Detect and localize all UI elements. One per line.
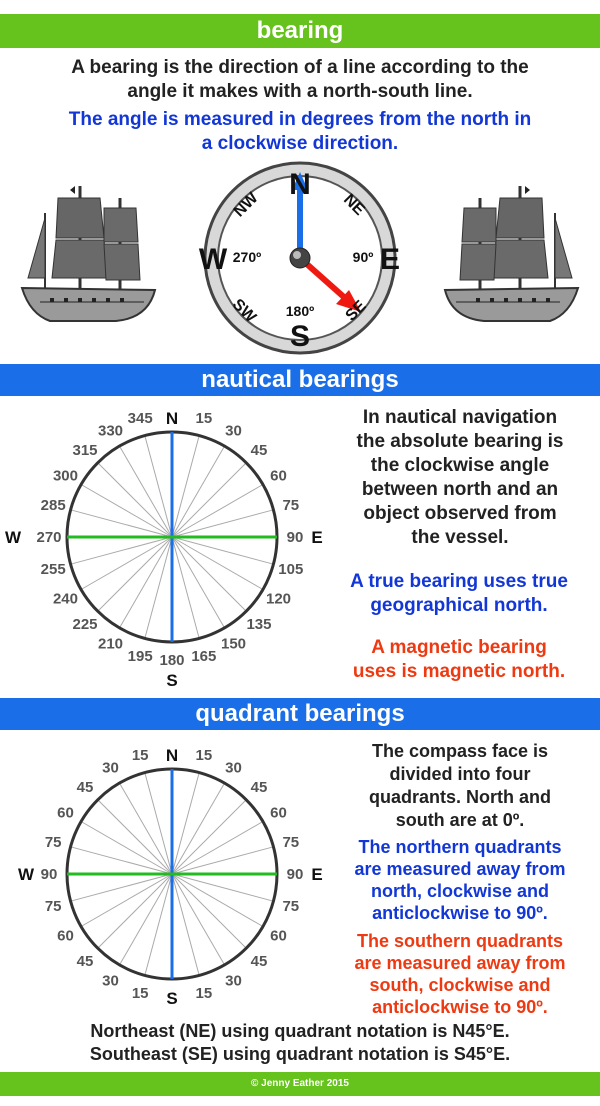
quadrant-e: E	[311, 865, 323, 884]
quadrant-degree-label: 30	[225, 972, 242, 990]
quadrant-spoke	[71, 874, 172, 901]
nautical-degree-label: 150	[220, 635, 247, 653]
nautical-heading: nautical bearings	[201, 366, 399, 393]
quadrant-spoke	[172, 874, 263, 927]
compass-n: N	[289, 168, 311, 201]
quadrant-degree-label: 45	[76, 952, 94, 970]
magnetic-bearing-text	[318, 636, 600, 684]
nautical-desc-4: between north and an	[361, 479, 559, 500]
nautical-spoke	[172, 537, 263, 590]
quadrant-degree-label: 45	[76, 779, 94, 797]
nautical-degree-label: 330	[97, 422, 124, 440]
compass-sw: SW	[228, 295, 260, 327]
nautical-desc-6: the vessel.	[411, 527, 509, 548]
intro-line-2: angle it makes with a north-south line.	[127, 81, 473, 102]
nautical-degree-label: 90	[286, 529, 304, 546]
nautical-degree-label: 165	[191, 647, 217, 665]
compass-nw: NW	[230, 189, 262, 221]
quadrant-degree-label: 45	[250, 779, 268, 797]
nautical-degree-label: 300	[52, 467, 78, 485]
southern-quadrant-text	[320, 930, 600, 1018]
nautical-degree-label: 75	[282, 497, 300, 515]
quadrant-degree-label: 30	[102, 972, 119, 990]
nautical-spoke	[98, 537, 172, 611]
quadrant-degree-label: 60	[270, 804, 287, 822]
southern-line-2: are measured away from	[354, 953, 566, 973]
southern-line-4: anticlockwise to 90º.	[372, 997, 548, 1017]
quadrant-degree-label: 30	[225, 759, 242, 777]
ship-right-icon	[440, 178, 580, 328]
compass-diagram	[195, 158, 405, 358]
quadrant-degree-label: 15	[195, 747, 213, 765]
nautical-degree-label: 15	[195, 410, 213, 428]
northern-line-1: The northern quadrants	[358, 837, 562, 857]
quadrant-spoke	[172, 822, 263, 875]
quadrant-face-line-3: quadrants. North and	[368, 787, 551, 807]
compass-se: SE	[342, 297, 370, 325]
quadrant-spoke	[98, 800, 172, 874]
nautical-degree-label: 285	[40, 497, 66, 515]
nautical-spoke	[145, 436, 172, 537]
nautical-spoke	[172, 537, 225, 628]
quadrant-face-text	[320, 740, 600, 832]
quadrant-degree-label: 60	[57, 804, 74, 822]
footer-bar	[0, 1072, 600, 1096]
nautical-degree-label: 195	[127, 647, 153, 665]
quadrant-face-line-1: The compass face is	[371, 741, 549, 761]
compass-90: 90º	[352, 249, 374, 265]
nautical-degree-label: 240	[52, 590, 78, 608]
intro-text	[0, 56, 600, 104]
nautical-spoke	[81, 537, 172, 590]
quadrant-degree-label: 60	[270, 927, 287, 945]
nautical-spoke	[98, 463, 172, 537]
nautical-description	[320, 406, 600, 550]
ship-left-icon	[20, 178, 160, 328]
nautical-spoke	[172, 485, 263, 538]
copyright-text: © Jenny Eather 2015	[251, 1078, 349, 1089]
southern-line-3: south, clockwise and	[369, 975, 551, 995]
quadrant-spoke	[120, 783, 173, 874]
se-notation-note: Southeast (SE) using quadrant notation is S45°E.	[89, 1044, 511, 1064]
quadrant-spoke	[172, 800, 246, 874]
quadrant-spoke	[71, 847, 172, 874]
notation-notes	[0, 1020, 600, 1066]
quadrant-degree-label: 30	[102, 759, 119, 777]
true-bearing-line-1: A true bearing uses true	[350, 571, 568, 592]
compass-e: E	[379, 243, 401, 276]
nautical-degree-label: 255	[40, 560, 66, 578]
quadrant-spoke	[172, 874, 246, 948]
quadrant-wheel	[0, 734, 330, 1018]
nautical-degree-label: 105	[278, 560, 304, 578]
nautical-degree-label: 135	[246, 615, 272, 633]
northern-line-4: anticlockwise to 90º.	[372, 903, 548, 923]
quadrant-face-line-2: divided into four	[389, 764, 531, 784]
quadrant-degree-label: 45	[250, 952, 268, 970]
quadrant-spoke	[172, 874, 225, 965]
nautical-desc-3: the clockwise angle	[370, 455, 550, 476]
nautical-spoke	[145, 537, 172, 638]
nautical-desc-1: In nautical navigation	[362, 407, 558, 428]
magnetic-bearing-line-2: uses is magnetic north.	[352, 661, 566, 682]
quadrant-face-line-4: south are at 0º.	[395, 810, 525, 830]
quadrant-spoke	[81, 874, 172, 927]
quadrant-degree-label: 60	[57, 927, 74, 945]
quadrant-spoke	[172, 783, 225, 874]
nautical-spoke	[172, 537, 246, 611]
quadrant-spoke	[120, 874, 173, 965]
page-title: bearing	[256, 17, 344, 44]
nautical-degree-label: 225	[72, 615, 98, 633]
magnetic-bearing-line-1: A magnetic bearing	[371, 637, 547, 658]
quadrant-heading: quadrant bearings	[195, 700, 405, 727]
quadrant-s: S	[166, 989, 178, 1008]
quadrant-degree-label: 90	[286, 866, 304, 883]
nautical-spoke	[172, 446, 225, 537]
quadrant-spoke	[81, 822, 172, 875]
northern-quadrant-text	[320, 836, 600, 924]
quadrant-spoke	[172, 874, 273, 901]
nautical-spoke	[172, 436, 199, 537]
compass-s: S	[289, 320, 311, 353]
nautical-spoke	[120, 446, 173, 537]
quadrant-spoke	[145, 773, 172, 874]
compass-ne: NE	[340, 191, 368, 219]
nautical-degree-label: 315	[72, 442, 98, 460]
quadrant-degree-label: 15	[131, 747, 149, 765]
nautical-spoke	[71, 537, 172, 564]
quadrant-w: W	[17, 865, 35, 884]
nautical-desc-5: object observed from	[363, 503, 557, 524]
quadrant-degree-label: 75	[282, 834, 300, 852]
nautical-degree-label: 270	[36, 529, 62, 546]
nautical-spoke	[172, 537, 273, 564]
nautical-desc-2: the absolute bearing is	[356, 431, 564, 452]
compass-180: 180º	[285, 303, 315, 319]
nautical-spoke	[172, 537, 199, 638]
nautical-spoke	[172, 463, 246, 537]
nautical-degree-label: 210	[97, 635, 124, 653]
nautical-w: W	[4, 528, 22, 547]
true-bearing-line-2: geographical north.	[370, 595, 548, 616]
quadrant-spoke	[172, 773, 199, 874]
quadrant-degree-label: 75	[282, 897, 300, 915]
northern-line-2: are measured away from	[354, 859, 566, 879]
quadrant-degree-label: 75	[44, 897, 62, 915]
intro-line-1: A bearing is the direction of a line according to the	[71, 57, 529, 78]
quadrant-spoke	[172, 874, 199, 975]
nautical-degree-label: 45	[250, 442, 268, 460]
quadrant-degree-label: 15	[131, 984, 149, 1002]
compass-270: 270º	[232, 249, 262, 265]
quadrant-degree-label: 90	[40, 866, 58, 883]
nautical-degree-label: 60	[270, 467, 287, 485]
quadrant-spoke	[172, 847, 273, 874]
measure-text	[0, 108, 600, 156]
nautical-spoke	[172, 510, 273, 537]
compass-w: W	[198, 243, 228, 276]
nautical-s: S	[166, 671, 178, 690]
measure-line-2: a clockwise direction.	[201, 133, 399, 154]
title-bar	[0, 14, 600, 48]
nautical-wheel	[0, 400, 330, 692]
quadrant-degree-label: 75	[44, 834, 62, 852]
nautical-header	[0, 364, 600, 396]
nautical-spoke	[81, 485, 172, 538]
nautical-degree-label: 180	[159, 652, 185, 669]
nautical-degree-label: 30	[225, 422, 242, 440]
nautical-spoke	[71, 510, 172, 537]
quadrant-header	[0, 698, 600, 730]
nautical-degree-label: 120	[266, 590, 292, 608]
measure-line-1: The angle is measured in degrees from the north in	[68, 109, 532, 130]
true-bearing-text	[318, 570, 600, 618]
nautical-n: N	[165, 409, 179, 428]
quadrant-spoke	[145, 874, 172, 975]
nautical-degree-label: 345	[127, 410, 153, 428]
southern-line-1: The southern quadrants	[356, 931, 563, 951]
nautical-spoke	[120, 537, 173, 628]
northern-line-3: north, clockwise and	[370, 881, 550, 901]
quadrant-spoke	[98, 874, 172, 948]
quadrant-n: N	[165, 746, 179, 765]
nautical-e: E	[311, 528, 323, 547]
ne-notation-note: Northeast (NE) using quadrant notation is N45°E.	[90, 1021, 510, 1041]
quadrant-degree-label: 15	[195, 984, 213, 1002]
